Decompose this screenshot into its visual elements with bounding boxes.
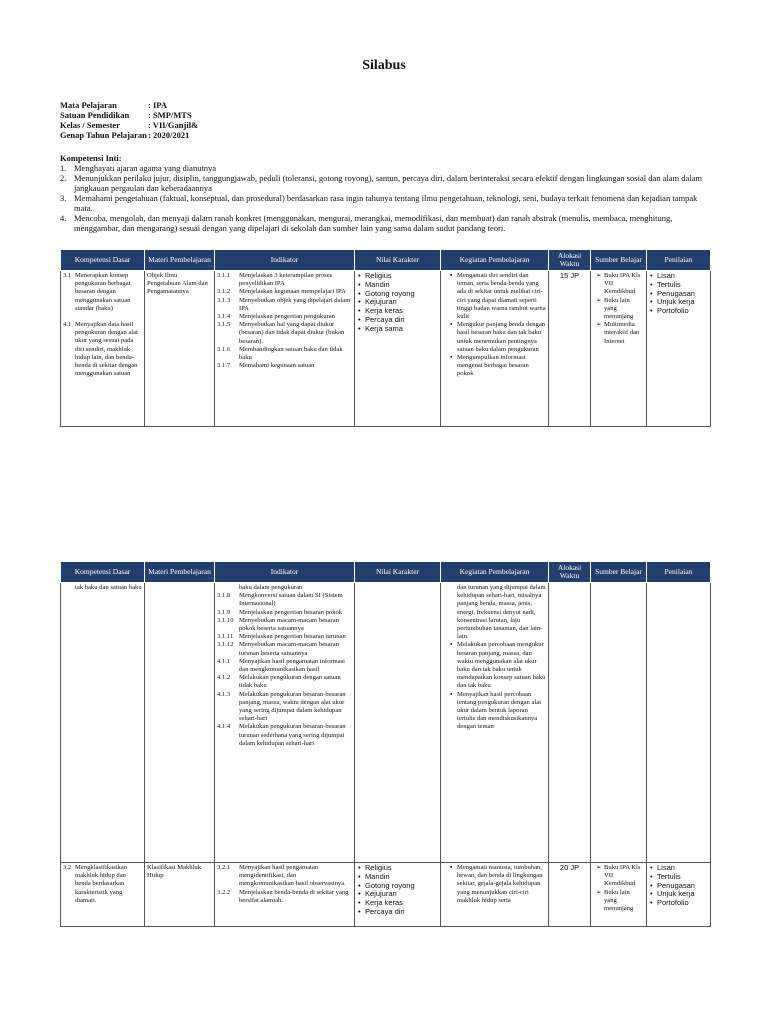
indikator-item — [217, 362, 352, 370]
kegiatan-cell — [441, 583, 549, 863]
kompetensi-inti — [60, 153, 710, 233]
item-text: Mencoba, mengolah, dan menyaji dalam ranah konkret (menggunakan, mengurai, merangkai, memodifikasi, dan membuat) dan ranah abstrak (menulis, membaca, menghitung, menggambar, dan mengarang) sesuai dengan yang dipelajari di sekolah dan sumber lain yang sama dalam sudut pandang teori. — [74, 213, 673, 233]
indikator-item — [217, 674, 352, 690]
indikator-text: Membandingkan satuan baku dan tidak baku — [239, 345, 343, 362]
alokasi-cell — [549, 583, 591, 863]
indikator-text: Menyajikan hasil pengamatan informasi dan mengkomunikasikan hasil — [239, 657, 346, 674]
list-item: • Lisan — [657, 272, 708, 281]
indikator-number: 3.1.1 — [217, 272, 231, 279]
indikator-item — [217, 889, 352, 905]
column-header: Kegiatan Pembelajaran — [441, 250, 549, 271]
list-item: • Percaya diri — [365, 908, 438, 917]
nilai-karakter-cell — [355, 271, 441, 427]
list-item — [60, 163, 710, 173]
indikator-number: 4.1.1 — [217, 657, 231, 665]
item-number: 4. — [60, 213, 67, 223]
list-item: • Gotong royong — [365, 290, 438, 299]
indikator-number: 3.1.8 — [217, 592, 231, 600]
syllabus-table — [60, 561, 711, 927]
table-header-row — [61, 562, 711, 583]
indikator-number: 3.2.2 — [217, 888, 231, 896]
list-item: • Lisan — [657, 864, 708, 873]
sumber-cell — [591, 271, 647, 427]
kd-item — [63, 864, 142, 905]
indikator-item — [217, 658, 352, 674]
indikator-number: 3.1.10 — [217, 616, 234, 624]
table-row — [61, 863, 711, 927]
nilai-karakter-cell — [355, 583, 441, 863]
indikator-number: 3.1.7 — [217, 362, 231, 370]
indikator-text: Melakukan pengukuran dengan satuan tidak baku — [239, 674, 341, 690]
indikator-text: Memahami kegunaan satuan — [239, 362, 315, 370]
list-item: • Tertulis — [657, 873, 708, 882]
list-item: ▪ Melakukan percobaan mengukur besaran panjang, massa, dan waktu menggunakan alat ukur baku dan tak baku untuk mendapatkan konsep satuan baku dan tak baku — [457, 641, 546, 690]
column-header: Sumber Belajar — [591, 250, 647, 271]
list-item: • Penugasan — [657, 290, 708, 299]
item-number: 2. — [60, 173, 67, 183]
info-value: : SMP/MTS — [148, 110, 192, 120]
indikator-item — [217, 723, 352, 748]
list-item — [60, 173, 710, 193]
kd-text: tak baku dan satuan baku — [75, 584, 142, 591]
indikator-item — [217, 864, 352, 889]
indikator-text: Menjelaskan kegunaan mempelajari IPA — [239, 288, 346, 296]
indikator-cell — [215, 583, 355, 863]
indikator-text: Menjelaskan pengertian pengukuran — [239, 313, 335, 321]
indikator-text: Menjelaskan benda-benda di sekitar yang bersifat alamiah. — [239, 888, 349, 904]
list-item — [60, 213, 710, 233]
info-value: : IPA — [148, 100, 167, 110]
list-item: • Kerja keras — [365, 899, 438, 908]
table-row — [61, 271, 711, 427]
column-header: Nilai Karakter — [355, 562, 441, 583]
alokasi-cell: 20 JP — [549, 863, 591, 927]
document-info — [60, 100, 198, 140]
materi-cell: Objek Ilmu Pengetahuan Alam dan Pengamatannya — [145, 271, 215, 427]
kd-cell — [61, 863, 145, 927]
list-item: • Religius — [365, 864, 438, 873]
list-item: ➢ Buku lain yang menunjang — [604, 889, 644, 914]
info-row — [60, 110, 198, 120]
materi-cell — [145, 583, 215, 863]
indikator-number: 3.1.3 — [217, 296, 231, 304]
column-header: Sumber Belajar — [591, 562, 647, 583]
indikator-cell — [215, 271, 355, 427]
column-header: Nilai Karakter — [355, 250, 441, 271]
list-item: ▪ Mengumpulkan informasi mengenai berbagai besaran pokok — [457, 354, 546, 379]
list-item: • Kerja keras — [365, 307, 438, 316]
sumber-cell — [591, 583, 647, 863]
indikator-item — [217, 288, 352, 296]
item-text: Memahami pengetahuan (faktual, konseptual, dan prosedural) berdasarkan rasa ingin tahunya tentang ilmu pengetahuan, teknologi, seni, budaya terkait fenomena dan kejadian tampak mata. — [74, 193, 698, 213]
table-header-row — [61, 250, 711, 271]
list-item: • Unjuk kerja — [657, 890, 708, 899]
list-item: • Unjuk kerja — [657, 298, 708, 307]
column-header: Kompetensi Dasar — [61, 562, 145, 583]
kompetensi-inti-heading: Kompetensi Inti: — [60, 153, 122, 163]
alokasi-cell: 15 JP — [549, 271, 591, 427]
penilaian-cell — [647, 271, 711, 427]
indikator-item — [217, 641, 352, 657]
list-item — [60, 193, 710, 213]
kegiatan-cell — [441, 863, 549, 927]
indikator-number: 3.1.11 — [217, 633, 234, 641]
indikator-item — [217, 346, 352, 362]
indikator-text: Menyebutkan macam-macam besaran turunan beserta satuannya — [239, 641, 339, 657]
kegiatan-cell — [441, 271, 549, 427]
kd-item — [63, 321, 142, 378]
kd-number: 3.2 — [63, 864, 72, 871]
column-header: Alokasi Waktu — [549, 562, 591, 583]
item-number: 1. — [60, 163, 67, 173]
list-item: ➢ Multimedia interaktif dan Internet — [604, 321, 644, 346]
indikator-text: Melakukan pengukuran besaran-besaran panjang, massa, waktu dengan alat ukur yang sering dijumpai dalam kehidupan sehari-hari — [239, 690, 346, 723]
list-item: ▪ Menyajikan hasil percobaan tentang pengukuran dengan alat ukur dalam bentuk laporan tertulis dan mendiskusikannya dengan teman — [457, 691, 546, 732]
kd-cell — [61, 583, 145, 863]
list-item: • Kejujuran — [365, 298, 438, 307]
list-item: ▪ Mengamati manusia, tumbuhan, hewan, dan benda di lingkungan sekitar, gejala-gejala kehidupan yang menunjukkan ciri-ciri makhluk hidup serta — [457, 864, 546, 905]
list-item: ▪ Mengamati diri sendiri dan teman, serta benda-benda yang ada di sekitar untuk melihat ciri-ciri yang dapat diamati seperti tinggi badan warna rambut warna kulit — [457, 272, 546, 321]
list-item: • Kejujuran — [365, 890, 438, 899]
table-row — [61, 583, 711, 863]
page-title: Silabus — [362, 58, 406, 73]
list-item: • Mandiri — [365, 281, 438, 290]
indikator-text: Menjelaskan pengertian besaran pokok — [239, 608, 343, 616]
indikator-text: Menjelaskan 3 keterampilan proses penyelidikan IPA — [239, 272, 333, 288]
materi-cell: Klasifikasi Makhluk Hidup — [145, 863, 215, 927]
info-label: Genap Tahun Pelajaran — [60, 130, 147, 140]
info-label: Kelas / Semester — [60, 120, 120, 130]
column-header: Penilaian — [647, 562, 711, 583]
info-value: : VII/Ganjil& — [148, 120, 199, 130]
column-header: Indikator — [215, 250, 355, 271]
penilaian-cell — [647, 863, 711, 927]
indikator-item — [217, 609, 352, 617]
column-header: Materi Pembelajaran — [145, 562, 215, 583]
info-label: Satuan Pendidikan — [60, 110, 130, 120]
kegiatan-text: dan turunan yang dijumpai dalam kehidupan sehari-hari, misalnya panjang benda, massa, jenis, energi, frekuensi denyut nadi, konsentrasi larutan, laju pertumbuhan tanaman, dan lain-lain. — [457, 584, 546, 641]
syllabus-table — [60, 249, 711, 427]
list-item: ➢ Buku IPA Kls VII Kemdikbud — [604, 272, 644, 297]
nilai-karakter-cell — [355, 863, 441, 927]
sumber-cell — [591, 863, 647, 927]
list-item: ▪ Mengukur panjang benda dengan hasil besaran baku dan tak baku untuk menemukan pentingnya satuan baku dalam pengukuran — [457, 321, 546, 354]
list-item: • Portofolio — [657, 899, 708, 908]
indikator-number: 3.1.12 — [217, 641, 234, 649]
indikator-text: Menyebutkan objek yang dipelajari dalam IPA — [239, 296, 351, 312]
indikator-item — [217, 691, 352, 724]
list-item: • Percaya diri — [365, 316, 438, 325]
indikator-number: 3.1.5 — [217, 321, 231, 329]
kd-cell — [61, 271, 145, 427]
indikator-item — [217, 272, 352, 288]
list-item: ➢ Buku IPA Kls VII Kemdikbud — [604, 864, 644, 889]
list-item: • Kerja sama — [365, 325, 438, 334]
info-label: Mata Pelajaran — [60, 100, 117, 110]
indikator-number: 4.1.3 — [217, 690, 231, 698]
indikator-number: 3.1.2 — [217, 288, 231, 296]
indikator-item — [217, 617, 352, 633]
info-row — [60, 130, 198, 140]
column-header: Kompetensi Dasar — [61, 250, 145, 271]
indikator-item — [217, 633, 352, 641]
indikator-item — [217, 592, 352, 608]
kd-text: Mengklasifikasikan makhluk hidup dan benda berdasarkan karakteristik yang diamati. — [75, 864, 128, 904]
list-item: • Religius — [365, 272, 438, 281]
indikator-item — [217, 297, 352, 313]
penilaian-cell — [647, 583, 711, 863]
indikator-number: 3.1.4 — [217, 313, 231, 321]
list-item: • Portofolio — [657, 307, 708, 316]
indikator-text: Menjelaskan pengertian besaran turunan — [239, 633, 346, 641]
indikator-cell — [215, 863, 355, 927]
kd-item — [63, 272, 142, 313]
list-item: • Penugasan — [657, 882, 708, 891]
indikator-text: Menyajikan hasil pengamatan mengidentifikasi, dan mengkomunikasikan hasil observasinya. — [239, 864, 346, 888]
indikator-number: 4.1.4 — [217, 723, 231, 731]
indikator-number: 3.1.6 — [217, 345, 231, 353]
indikator-item — [217, 321, 352, 346]
kd-number: 4.1 — [63, 321, 72, 329]
kd-text: Menyajikan data hasil pengukuran dengan alat ukur yang sesuai pada diri sendiri, makhluk hidup lain, dan benda-benda di sekitar dengan menggunakan satuan — [75, 321, 138, 378]
list-item: • Gotong royong — [365, 882, 438, 891]
indikator-text: Menyebutkan hal yang dapat diukur (besaran) dan tidak dapat diukur (bukan besaran). — [239, 321, 345, 345]
indikator-number: 4.1.2 — [217, 674, 231, 682]
indikator-text: Menyebutkan macam-macam besaran pokok beserta satuannya — [239, 616, 339, 633]
info-row — [60, 120, 198, 130]
column-header: Alokasi Waktu — [549, 250, 591, 271]
indikator-number: 3.1.9 — [217, 608, 231, 616]
item-text: Menghayati ajaran agama yang dianutnya — [74, 163, 217, 173]
column-header: Materi Pembelajaran — [145, 250, 215, 271]
indikator-text: Mengkonversi satuan dalam SI (Sistem Internasional) — [239, 592, 343, 608]
column-header: Indikator — [215, 562, 355, 583]
kd-text: Menerapkan konsep pengukuran berbagai besaran dengan menggunakan satuan standar (baku) — [75, 272, 131, 312]
indikator-text: baku dalam pengukuran — [239, 584, 303, 591]
column-header: Kegiatan Pembelajaran — [441, 562, 549, 583]
info-value: : 2020/2021 — [148, 130, 190, 140]
indikator-number: 3.2.1 — [217, 864, 231, 871]
list-item: • Mandiri — [365, 873, 438, 882]
item-number: 3. — [60, 193, 67, 203]
list-item: ➢ Buku lain yang menunjang — [604, 297, 644, 322]
indikator-item — [217, 313, 352, 321]
kd-number: 3.1 — [63, 272, 72, 279]
info-row — [60, 100, 198, 110]
item-text: Menunjukkan perilaku jujur, disiplin, tanggungjawab, peduli (toleransi, gotong royong), santun, percaya diri, dalam berinteraksi secara efektif dengan lingkungan sosial dan alam dalam jangkauan pergaulan dan keberadaannya — [74, 173, 703, 193]
list-item: • Tertulis — [657, 281, 708, 290]
column-header: Penilaian — [647, 250, 711, 271]
indikator-text: Melakukan pengukuran besaran-besaran turunan sederhana yang sering dijumpai dalam kehidupan sehari-hari — [239, 723, 346, 747]
